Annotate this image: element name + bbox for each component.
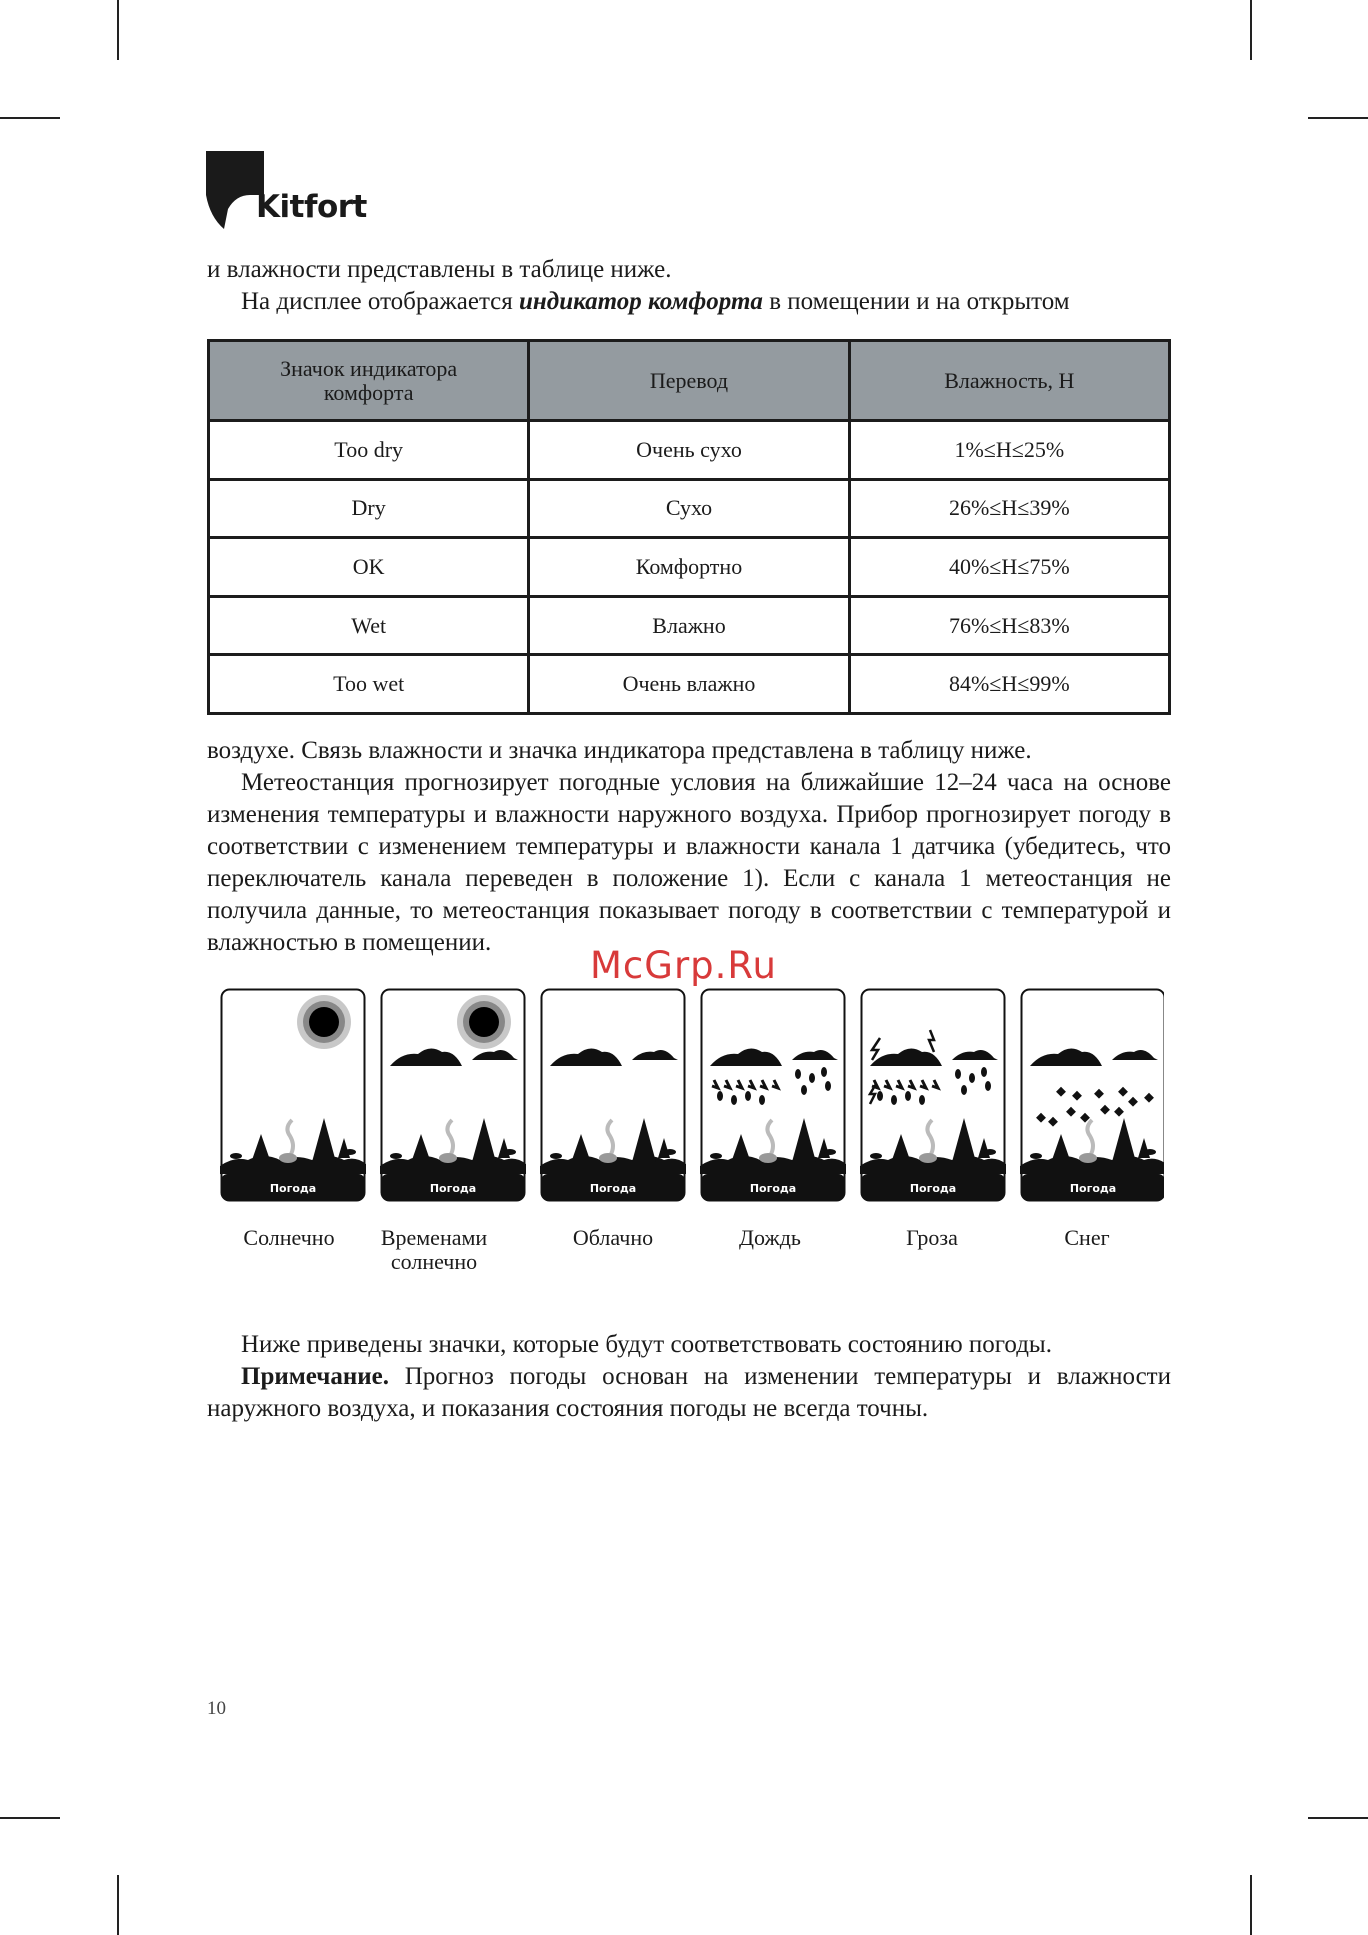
crop-mark [117, 1875, 119, 1935]
paragraph: Ниже приведены значки, которые будут соответствовать состоянию погоды. [241, 1331, 1052, 1358]
table-cell: Сухо [529, 479, 849, 538]
brand-logo [206, 151, 396, 236]
card-footer-label: Погода [269, 1182, 317, 1195]
table-cell: 84%≤H≤99% [849, 655, 1169, 714]
paragraph [207, 286, 1171, 318]
table-header: Значок индикатора комфорта [209, 341, 529, 421]
forecast-text [207, 735, 1171, 959]
table-header: Влажность, H [849, 341, 1169, 421]
weather-label: Облачно [572, 1225, 654, 1250]
card-footer-label: Погода [1069, 1182, 1117, 1195]
crop-mark [1308, 1817, 1368, 1819]
weather-label: Гроза [906, 1225, 958, 1250]
crop-mark [0, 1817, 60, 1819]
sunny-icon [220, 990, 366, 1201]
table-row [209, 538, 1170, 597]
table-row [209, 596, 1170, 655]
card-footer-label: Погода [909, 1182, 957, 1195]
table-cell: 26%≤H≤39% [849, 479, 1169, 538]
table-cell: Too dry [209, 421, 529, 480]
paragraph: и влажности представлены в таблице ниже. [207, 256, 672, 283]
table-cell: Влажно [529, 596, 849, 655]
table-cell: 76%≤H≤83% [849, 596, 1169, 655]
note-text [207, 1329, 1171, 1425]
table-cell: Too wet [209, 655, 529, 714]
storm-icon [860, 990, 1006, 1201]
text-run: На дисплее отображается [241, 288, 520, 315]
cloudy-icon [540, 990, 686, 1201]
table-cell: 40%≤H≤75% [849, 538, 1169, 597]
text-run: Прогноз погоды основан на изменении температуры и влажности наружного воздуха, и показания состояния погоды не всегда точны. [207, 1363, 1171, 1422]
weather-icons [220, 988, 1164, 1204]
paragraph [207, 1361, 1171, 1425]
rain-icon [700, 990, 846, 1201]
crop-mark [1308, 117, 1368, 119]
table-cell: Dry [209, 479, 529, 538]
weather-labels [207, 1226, 1171, 1286]
table-cell: Очень сухо [529, 421, 849, 480]
watermark: McGrp.Ru [590, 944, 777, 987]
note-label: Примечание. [241, 1363, 390, 1390]
crop-mark [1250, 1875, 1252, 1935]
intro-text [207, 254, 1171, 318]
emphasis-text: индикатор комфорта [519, 288, 763, 315]
crop-mark [117, 0, 119, 60]
paragraph: Метеостанция прогнозирует погодные условия на ближайшие 12–24 часа на основе изменения температуры и влажности наружного воздуха. Прибор прогнозирует погоду в соответствии с изменением температуры и влажности канала 1 датчика (убедитесь, что переключатель канала переведен в положение 1). Если с канала 1 метеостанция не получила данные, то метеостанция показывает погоду в соответствии с температурой и влажностью в помещении. [207, 769, 1171, 956]
page-number: 10 [207, 1698, 226, 1719]
table-cell: 1%≤H≤25% [849, 421, 1169, 480]
crop-mark [1250, 0, 1252, 60]
weather-label: Дождь [739, 1225, 801, 1250]
table-cell: Wet [209, 596, 529, 655]
card-footer-label: Погода [749, 1182, 797, 1195]
table-header: Перевод [529, 341, 849, 421]
table-row [209, 479, 1170, 538]
table-cell: OK [209, 538, 529, 597]
paragraph: воздухе. Связь влажности и значка индикатора представлена в таблицу ниже. [207, 737, 1032, 764]
comfort-table [207, 339, 1171, 715]
card-footer-label: Погода [429, 1182, 477, 1195]
table-row [209, 655, 1170, 714]
table-cell: Очень влажно [529, 655, 849, 714]
card-footer-label: Погода [589, 1182, 637, 1195]
text-run: в помещении и на открытом [762, 288, 1070, 315]
table-cell: Комфортно [529, 538, 849, 597]
weather-label: Солнечно [243, 1225, 335, 1250]
table-row [209, 421, 1170, 480]
snow-icon [1020, 990, 1164, 1201]
partly-sunny-icon [380, 990, 526, 1201]
weather-label: Снег [1064, 1225, 1110, 1250]
brand-name: Kitfort [256, 189, 367, 225]
weather-label: Временами солнечно [380, 1225, 488, 1274]
table-header-row [209, 341, 1170, 421]
crop-mark [0, 117, 60, 119]
